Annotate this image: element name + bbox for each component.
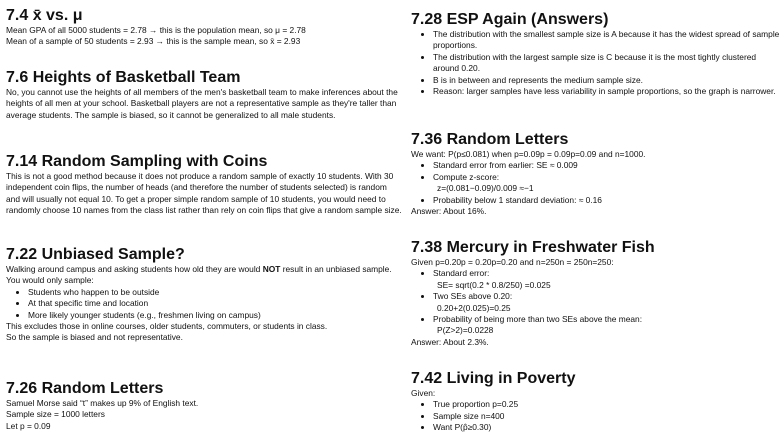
list-item: • B is in between and represents the medium sample size. <box>433 75 781 86</box>
paragraph-line: Given p=0.20p = 0.20p=0.20 and n=250n = 250n=250: <box>411 257 614 267</box>
section-7-6 <box>6 68 402 121</box>
paragraph-line: This excludes those in online courses, older students, commuters, or students in class. <box>6 321 328 332</box>
bullet-list <box>6 287 402 321</box>
emphasis-text: NOT <box>262 264 281 274</box>
bullet-list <box>411 268 781 279</box>
text-run: Walking around campus and asking students how old they are would <box>6 264 263 274</box>
bullet-list <box>411 314 781 325</box>
section-title: 7.22 Unbiased Sample? <box>6 246 185 263</box>
text-run: result in an unbiased sample. <box>280 264 392 274</box>
formula-line: z=(0.081−0.09)/0.009 ≈−1 <box>437 183 534 194</box>
section-7-26 <box>6 379 402 432</box>
section-title: 7.38 Mercury in Freshwater Fish <box>411 239 655 256</box>
paragraph-line: Mean GPA of all 5000 students = 2.78 → this is the population mean, so μ = 2.78 <box>6 25 306 35</box>
list-item: • At that specific time and location <box>28 298 402 309</box>
section-title: 7.14 Random Sampling with Coins <box>6 153 268 170</box>
answer-line: Answer: About 2.3%. <box>411 336 489 347</box>
paragraph <box>6 264 402 275</box>
section-7-42 <box>411 369 781 434</box>
list-item: • Probability of being more than two SEs above the mean: <box>433 314 781 325</box>
list-item: • Sample size n=400 <box>433 411 781 422</box>
paragraph-line: Let p = 0.09 <box>6 420 51 431</box>
bullet-list <box>411 29 781 97</box>
answer-line: Answer: About 16%. <box>411 206 487 217</box>
paragraph-line: So the sample is biased and not representative. <box>6 332 183 343</box>
section-title: 7.26 Random Letters <box>6 380 164 397</box>
paragraph-line: Mean of a sample of 50 students = 2.93 → this is the sample mean, so x̄ = 2.93 <box>6 36 301 47</box>
bullet-list <box>411 399 781 433</box>
paragraph-line: We want: P(p≤0.081) when p=0.09p = 0.09p=0.09 and n=1000. <box>411 149 646 159</box>
list-item: • Reason: larger samples have less variability in sample proportions, so the graph is narrower. <box>433 86 781 97</box>
list-item: • Standard error from earlier: SE ≈ 0.009 <box>433 160 781 171</box>
bullet-list <box>411 195 781 206</box>
list-item: • The distribution with the smallest sample size is A because it has the widest spread of sample proportions. <box>433 29 781 52</box>
list-item: • Compute z-score: <box>433 172 781 183</box>
paragraph: This is not a good method because it does not produce a random sample of exactly 10 students. With 30 independent coin flips, the number of heads (and therefore the number of students selected) is random and will usually not equal 10. To get a proper simple random sample of 10 students, you would need to randomly choose 10 names from the class list rather than rely on coin flips that give a random sample size. <box>6 171 402 216</box>
section-7-28 <box>411 10 781 97</box>
bullet-list <box>411 291 781 302</box>
paragraph-line: Sample size = 1000 letters <box>6 409 105 420</box>
list-item: • The distribution with the largest sample size is C because it is the most tightly clustered around 0.20. <box>433 52 781 75</box>
list-item: • Two SEs above 0.20: <box>433 291 781 302</box>
list-item: • True proportion p=0.25 <box>433 399 781 410</box>
formula-line: SE= sqrt(0.2 * 0.8/250) =0.025 <box>437 279 551 290</box>
paragraph-line: Given: <box>411 388 436 398</box>
section-title: 7.28 ESP Again (Answers) <box>411 11 609 28</box>
bullet-list <box>411 160 781 183</box>
section-7-36 <box>411 130 781 217</box>
paragraph-line: Samuel Morse said “t” makes up 9% of English text. <box>6 398 199 408</box>
section-title: 7.6 Heights of Basketball Team <box>6 69 241 86</box>
section-title: 7.36 Random Letters <box>411 131 569 148</box>
list-item: • Students who happen to be outside <box>28 287 402 298</box>
section-7-22 <box>6 245 402 344</box>
list-item: • Want P(p̂≥0.30) <box>433 422 781 433</box>
section-7-4 <box>6 6 402 48</box>
list-item: • More likely younger students (e.g., freshmen living on campus) <box>28 310 402 321</box>
paragraph: No, you cannot use the heights of all members of the men's basketball team to make inferences about the heights of all men at your school. Basketball players are not a representative sample as they're taller than average students. The sample is biased, so it cannot be generalized to all male students. <box>6 87 398 120</box>
list-item: • Probability below 1 standard deviation: ≈ 0.16 <box>433 195 781 206</box>
list-item: • Standard error: <box>433 268 781 279</box>
section-title: 7.4 x̄ vs. μ <box>6 7 83 24</box>
section-7-38 <box>411 238 781 348</box>
formula-line: P(Z>2)=0.0228 <box>437 325 494 336</box>
formula-line: 0.20+2(0.025)=0.25 <box>437 302 511 313</box>
paragraph-line: You would only sample: <box>6 275 94 286</box>
section-title: 7.42 Living in Poverty <box>411 370 576 387</box>
section-7-14 <box>6 152 402 217</box>
